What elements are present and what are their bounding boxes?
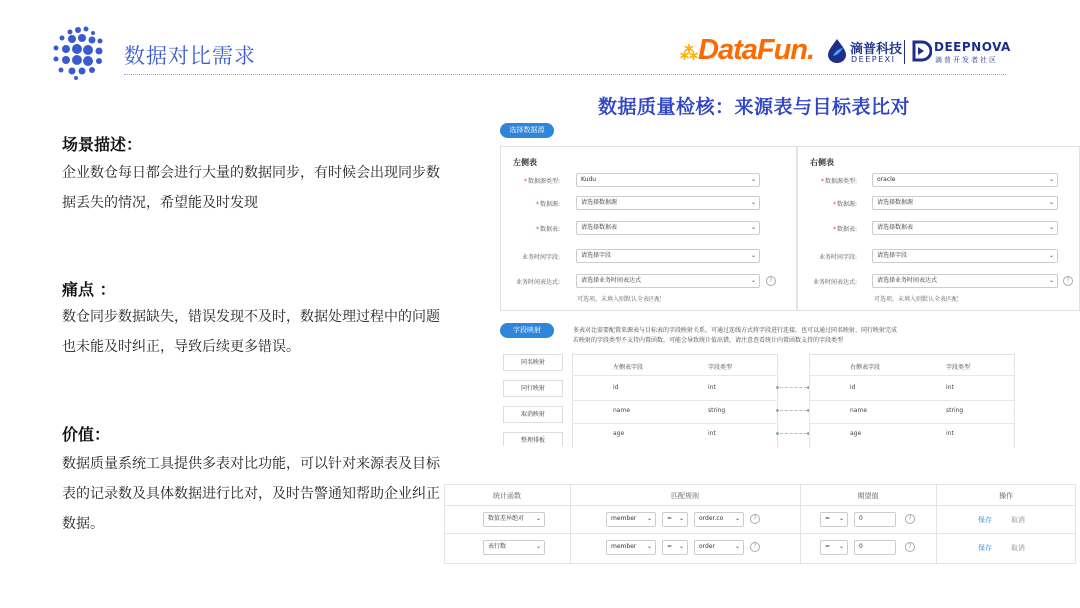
datafun-logo-mark: ⁂ — [680, 43, 698, 63]
table-row-type: int — [946, 430, 954, 437]
datafun-logo-text: DataFun. — [698, 34, 815, 66]
col-header-func: 统计函数 — [493, 492, 521, 500]
right-type-header: 字段类型 — [946, 364, 971, 371]
save-button[interactable]: 保存 — [978, 516, 992, 524]
deepexi-logo-en: DEEPEXI — [851, 55, 896, 64]
chevron-down-icon: ⌄ — [678, 543, 684, 550]
chevron-down-icon: ⌄ — [1048, 252, 1054, 259]
left-time-expr-select[interactable]: 请选择业务时间表达式 ⌄ — [576, 274, 760, 288]
same-name-mapping-button[interactable]: 同名映射 — [503, 354, 563, 371]
table-row: name — [850, 407, 868, 414]
right-type-label: *数据源类型: — [820, 178, 857, 185]
help-icon[interactable]: ? — [750, 542, 760, 552]
table-row-type: int — [946, 384, 954, 391]
col-header-match: 匹配规则 — [671, 492, 699, 500]
help-icon[interactable]: ? — [750, 514, 760, 524]
pain-text: 数仓同步数据缺失，错误发现不及时，数据处理过程中的问题也未能及时纠正，导致后续更多错误。 — [62, 309, 440, 355]
chevron-down-icon: ⌄ — [1048, 277, 1054, 284]
match-right-select[interactable]: order ⌄ — [694, 540, 744, 555]
help-icon[interactable]: ? — [766, 276, 776, 286]
left-table-label: *数据表: — [535, 226, 560, 233]
match-op-select[interactable]: = ⌄ — [662, 540, 688, 555]
logo-separator — [904, 40, 905, 64]
left-table-title: 左侧表 — [513, 158, 537, 167]
table-row-type: int — [708, 430, 716, 437]
right-hint: 可选项，未填入则默认全表匹配 — [874, 296, 959, 303]
scene-title: 场景描述： — [62, 135, 143, 154]
right-field-table — [809, 354, 1015, 448]
right-time-expr-label: 业务时间表达式: — [812, 279, 857, 286]
header-divider — [124, 74, 1006, 75]
table-row: name — [613, 407, 631, 414]
page-header-title: 数据对比需求 — [124, 44, 256, 68]
deepnova-logo-icon — [912, 40, 932, 62]
chevron-down-icon: ⌄ — [750, 199, 756, 206]
save-button[interactable]: 保存 — [978, 544, 992, 552]
cancel-button[interactable]: 取消 — [1011, 516, 1025, 524]
cancel-button[interactable]: 取消 — [1011, 544, 1025, 552]
stat-func-select[interactable]: 数值差异绝对 ⌄ — [483, 512, 545, 527]
left-type-label: *数据源类型: — [523, 178, 560, 185]
chevron-down-icon: ⌄ — [1048, 224, 1054, 231]
left-field-header: 左侧表字段 — [613, 364, 644, 371]
chevron-down-icon: ⌄ — [646, 515, 652, 522]
mapping-desc-2: 若映射的字段类型不支持内置函数，可能会导致统计值出错，请注意查看统计内置函数支持的字段类型 — [573, 337, 844, 344]
chevron-down-icon: ⌄ — [734, 515, 740, 522]
help-icon[interactable]: ? — [905, 514, 915, 524]
expected-value-input[interactable]: 0 — [854, 540, 896, 555]
stat-func-select[interactable]: 表行数 ⌄ — [483, 540, 545, 555]
match-left-select[interactable]: member ⌄ — [606, 540, 656, 555]
chevron-down-icon: ⌄ — [1048, 176, 1054, 183]
left-source-label: *数据源: — [535, 201, 560, 208]
chevron-down-icon: ⌄ — [678, 515, 684, 522]
arrange-layout-button[interactable]: 整理排板 — [503, 432, 563, 446]
mapping-line — [780, 410, 807, 411]
same-row-mapping-button[interactable]: 同行映射 — [503, 380, 563, 397]
value-title: 价值： — [62, 425, 111, 444]
chevron-down-icon: ⌄ — [734, 543, 740, 550]
expected-op-select[interactable]: = ⌄ — [820, 512, 848, 527]
right-source-select[interactable]: 请选择数据源 ⌄ — [872, 196, 1058, 210]
help-icon[interactable]: ? — [1063, 276, 1073, 286]
deepnova-logo-en: DEEPNOVA — [934, 40, 1011, 54]
left-table-select[interactable]: 请选择数据表 ⌄ — [576, 221, 760, 235]
brand-dots-icon — [48, 24, 108, 80]
chevron-down-icon: ⌄ — [1048, 199, 1054, 206]
row-divider — [809, 423, 1015, 424]
expected-value-input[interactable]: 0 — [854, 512, 896, 527]
table-row-type: string — [708, 407, 726, 414]
mapping-line — [780, 433, 807, 434]
col-header-action: 操作 — [999, 492, 1013, 500]
match-left-select[interactable]: member ⌄ — [606, 512, 656, 527]
scene-text: 企业数仓每日都会进行大量的数据同步，有时候会出现同步数据丢失的情况，希望能及时发现 — [62, 165, 440, 211]
table-row-type: int — [708, 384, 716, 391]
right-time-field-select[interactable]: 请选择字段 ⌄ — [872, 249, 1058, 263]
right-time-field-label: 业务时间字段: — [818, 254, 857, 261]
chevron-down-icon: ⌄ — [646, 543, 652, 550]
field-mapping-button[interactable]: 字段映射 — [500, 323, 554, 338]
deepnova-logo-cn: 滴普开发者社区 — [935, 56, 998, 64]
left-type-select[interactable]: Kudu ⌄ — [576, 173, 760, 187]
connector-dot[interactable] — [776, 386, 779, 389]
right-table-label: *数据表: — [832, 226, 857, 233]
left-type-header: 字段类型 — [708, 364, 733, 371]
match-right-select[interactable]: order.co ⌄ — [694, 512, 744, 527]
right-table-title: 右侧表 — [810, 158, 834, 167]
mapping-desc-1: 多表对比需要配置来源表与目标表的字段映射关系，可通过连线方式将字段进行连接，也可以通过同名映射、同行映射完成 — [573, 327, 898, 334]
table-row-type: string — [946, 407, 964, 414]
table-row: age — [850, 430, 862, 437]
row-divider — [572, 423, 778, 424]
chevron-down-icon: ⌄ — [750, 252, 756, 259]
right-table-select[interactable]: 请选择数据表 ⌄ — [872, 221, 1058, 235]
main-title: 数据质量检核：来源表与目标表比对 — [598, 96, 911, 118]
chevron-down-icon: ⌄ — [838, 543, 844, 550]
chevron-down-icon: ⌄ — [535, 515, 541, 522]
deepexi-logo-icon — [826, 38, 848, 64]
row-divider — [572, 400, 778, 401]
chevron-down-icon: ⌄ — [535, 543, 541, 550]
left-hint: 可选项，未填入则默认全表匹配 — [577, 296, 662, 303]
mapping-line — [780, 387, 807, 388]
right-field-header: 右侧表字段 — [850, 364, 881, 371]
connector-dot[interactable] — [776, 409, 779, 412]
pain-title: 痛点 ： — [62, 280, 116, 299]
connector-dot[interactable] — [776, 432, 779, 435]
table-row: id — [850, 384, 856, 391]
col-header-expected: 期望值 — [857, 492, 879, 500]
right-time-expr-select[interactable]: 请选择业务时间表达式 ⌄ — [872, 274, 1058, 288]
row-divider — [572, 375, 778, 376]
value-text: 数据质量系统工具提供多表对比功能，可以针对来源表及目标表的记录数及具体数据进行比对，及时告警通知帮助企业纠正数据。 — [62, 456, 440, 532]
deepexi-logo-cn: 滴普科技 — [850, 42, 903, 57]
help-icon[interactable]: ? — [905, 542, 915, 552]
left-time-field-select[interactable]: 请选择字段 ⌄ — [576, 249, 760, 263]
left-time-expr-label: 业务时间表达式: — [515, 279, 560, 286]
match-op-select[interactable]: = ⌄ — [662, 512, 688, 527]
left-source-select[interactable]: 请选择数据源 ⌄ — [576, 196, 760, 210]
right-type-select[interactable]: oracle ⌄ — [872, 173, 1058, 187]
row-divider — [809, 375, 1015, 376]
select-source-button[interactable]: 选择数据源 — [500, 123, 554, 138]
chevron-down-icon: ⌄ — [838, 515, 844, 522]
expected-op-select[interactable]: = ⌄ — [820, 540, 848, 555]
row-divider — [444, 505, 1076, 506]
table-row: age — [613, 430, 625, 437]
table-row: id — [613, 384, 619, 391]
left-field-table — [572, 354, 778, 448]
chevron-down-icon: ⌄ — [750, 224, 756, 231]
datafun-logo — [680, 34, 814, 67]
row-divider — [444, 533, 1076, 534]
chevron-down-icon: ⌄ — [750, 176, 756, 183]
left-time-field-label: 业务时间字段: — [521, 254, 560, 261]
row-divider — [809, 400, 1015, 401]
chevron-down-icon: ⌄ — [750, 277, 756, 284]
right-source-label: *数据源: — [832, 201, 857, 208]
cancel-mapping-button[interactable]: 取消映射 — [503, 406, 563, 423]
